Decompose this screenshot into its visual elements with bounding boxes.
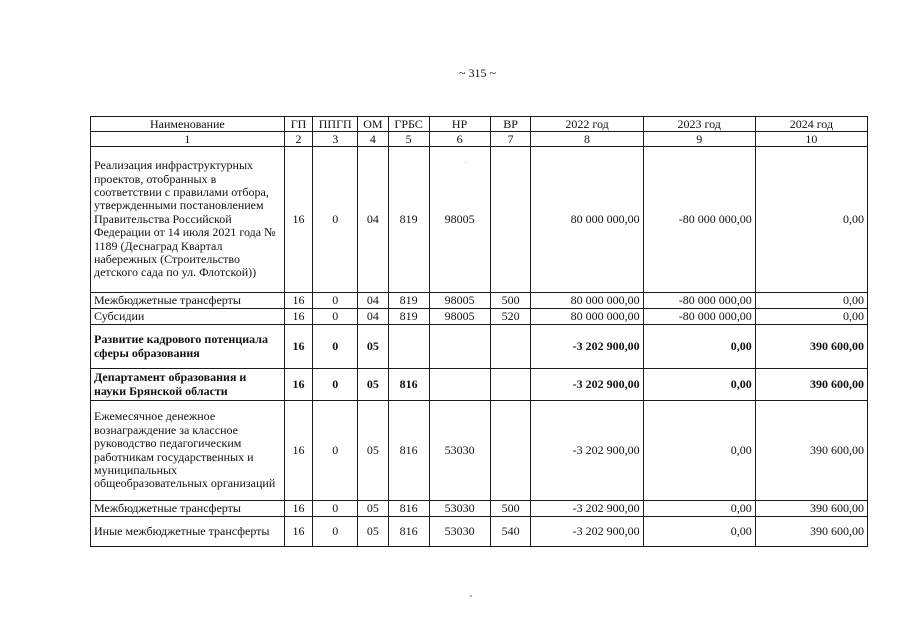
header-name: Наименование (91, 117, 285, 132)
cell-2024: 0,00 (755, 293, 867, 309)
cell-2023: 0,00 (643, 325, 755, 369)
cell-ppgp: 0 (313, 401, 358, 501)
header-grbs: ГРБС (388, 117, 429, 132)
cell-ppgp: 0 (313, 325, 358, 369)
cell-nr (429, 325, 490, 369)
table-row (91, 369, 868, 401)
cell-2024: 390 600,00 (755, 517, 867, 547)
cell-2024: 390 600,00 (755, 369, 867, 401)
cell-vr (490, 325, 531, 369)
cell-2022: 80 000 000,00 (531, 293, 643, 309)
cell-2022: -3 202 900,00 (531, 517, 643, 547)
cell-om: 05 (358, 369, 389, 401)
column-number: 5 (388, 132, 429, 147)
scan-speck (465, 162, 466, 163)
cell-vr: 500 (490, 293, 531, 309)
cell-grbs: 816 (388, 501, 429, 517)
cell-nr (429, 369, 490, 401)
cell-grbs: 819 (388, 147, 429, 293)
cell-vr (490, 369, 531, 401)
cell-vr: 520 (490, 309, 531, 325)
cell-2022: -3 202 900,00 (531, 401, 643, 501)
cell-gp: 16 (284, 293, 313, 309)
cell-gp: 16 (284, 401, 313, 501)
table-row (91, 517, 868, 547)
column-number: 10 (755, 132, 867, 147)
cell-nr: 53030 (429, 401, 490, 501)
table-row (91, 325, 868, 369)
table-row (91, 309, 868, 325)
cell-ppgp: 0 (313, 369, 358, 401)
cell-gp: 16 (284, 309, 313, 325)
cell-gp: 16 (284, 369, 313, 401)
cell-grbs (388, 325, 429, 369)
header-row (91, 117, 868, 132)
cell-vr: 500 (490, 501, 531, 517)
cell-2023: 0,00 (643, 401, 755, 501)
cell-vr (490, 147, 531, 293)
cell-ppgp: 0 (313, 309, 358, 325)
cell-gp: 16 (284, 147, 313, 293)
cell-om: 04 (358, 147, 389, 293)
header-2023: 2023 год (643, 117, 755, 132)
column-number: 3 (313, 132, 358, 147)
cell-2023: 0,00 (643, 501, 755, 517)
budget-table (90, 116, 868, 547)
cell-om: 05 (358, 401, 389, 501)
cell-2024: 390 600,00 (755, 501, 867, 517)
cell-om: 05 (358, 325, 389, 369)
cell-gp: 16 (284, 325, 313, 369)
cell-grbs: 816 (388, 517, 429, 547)
column-number-row (91, 132, 868, 147)
cell-nr: 98005 (429, 147, 490, 293)
cell-grbs: 816 (388, 369, 429, 401)
cell-2022: -3 202 900,00 (531, 325, 643, 369)
column-number: 2 (284, 132, 313, 147)
header-nr: НР (429, 117, 490, 132)
cell-vr (490, 401, 531, 501)
cell-2023: -80 000 000,00 (643, 309, 755, 325)
cell-name: Ежемесячное денежное вознаграждение за классное руководство педагогическим работникам государственных и муниципальных общеобразовательных организаций (91, 401, 285, 501)
header-gp: ГП (284, 117, 313, 132)
column-number: 4 (358, 132, 389, 147)
cell-name: Развитие кадрового потенциала сферы образования (91, 325, 285, 369)
cell-grbs: 816 (388, 401, 429, 501)
cell-2022: 80 000 000,00 (531, 309, 643, 325)
column-number: 9 (643, 132, 755, 147)
cell-2023: 0,00 (643, 517, 755, 547)
column-number: 1 (91, 132, 285, 147)
table-row (91, 401, 868, 501)
scan-speck (470, 595, 472, 597)
column-number: 6 (429, 132, 490, 147)
cell-2022: -3 202 900,00 (531, 369, 643, 401)
cell-nr: 98005 (429, 293, 490, 309)
cell-ppgp: 0 (313, 517, 358, 547)
header-2022: 2022 год (531, 117, 643, 132)
cell-2024: 390 600,00 (755, 401, 867, 501)
cell-gp: 16 (284, 517, 313, 547)
cell-ppgp: 0 (313, 147, 358, 293)
table-row (91, 501, 868, 517)
cell-gp: 16 (284, 501, 313, 517)
cell-ppgp: 0 (313, 293, 358, 309)
cell-om: 05 (358, 501, 389, 517)
cell-name: Субсидии (91, 309, 285, 325)
cell-2023: -80 000 000,00 (643, 293, 755, 309)
cell-om: 04 (358, 293, 389, 309)
table-row (91, 147, 868, 293)
cell-grbs: 819 (388, 309, 429, 325)
cell-2022: 80 000 000,00 (531, 147, 643, 293)
cell-2023: 0,00 (643, 369, 755, 401)
header-vr: ВР (490, 117, 531, 132)
cell-grbs: 819 (388, 293, 429, 309)
header-om: ОМ (358, 117, 389, 132)
cell-name: Департамент образования и науки Брянской области (91, 369, 285, 401)
column-number: 8 (531, 132, 643, 147)
cell-2024: 0,00 (755, 147, 867, 293)
cell-om: 05 (358, 517, 389, 547)
cell-2024: 390 600,00 (755, 325, 867, 369)
cell-name: Межбюджетные трансферты (91, 501, 285, 517)
cell-2022: -3 202 900,00 (531, 501, 643, 517)
cell-2024: 0,00 (755, 309, 867, 325)
header-2024: 2024 год (755, 117, 867, 132)
cell-name: Межбюджетные трансферты (91, 293, 285, 309)
cell-2023: -80 000 000,00 (643, 147, 755, 293)
cell-om: 04 (358, 309, 389, 325)
column-number: 7 (490, 132, 531, 147)
cell-vr: 540 (490, 517, 531, 547)
cell-name: Реализация инфраструктурных проектов, отобранных в соответствии с правилами отбора, утвержденными постановлением Правительства Российской Федерации от 14 июля 2021 года № 1189 (Деснаград Квартал набережных (Строительство детского сада по ул. Флотской)) (91, 147, 285, 293)
page-number: ~ 315 ~ (459, 66, 496, 80)
table-row (91, 293, 868, 309)
cell-ppgp: 0 (313, 501, 358, 517)
cell-nr: 98005 (429, 309, 490, 325)
cell-name: Иные межбюджетные трансферты (91, 517, 285, 547)
header-ppgp: ППГП (313, 117, 358, 132)
cell-nr: 53030 (429, 517, 490, 547)
cell-nr: 53030 (429, 501, 490, 517)
